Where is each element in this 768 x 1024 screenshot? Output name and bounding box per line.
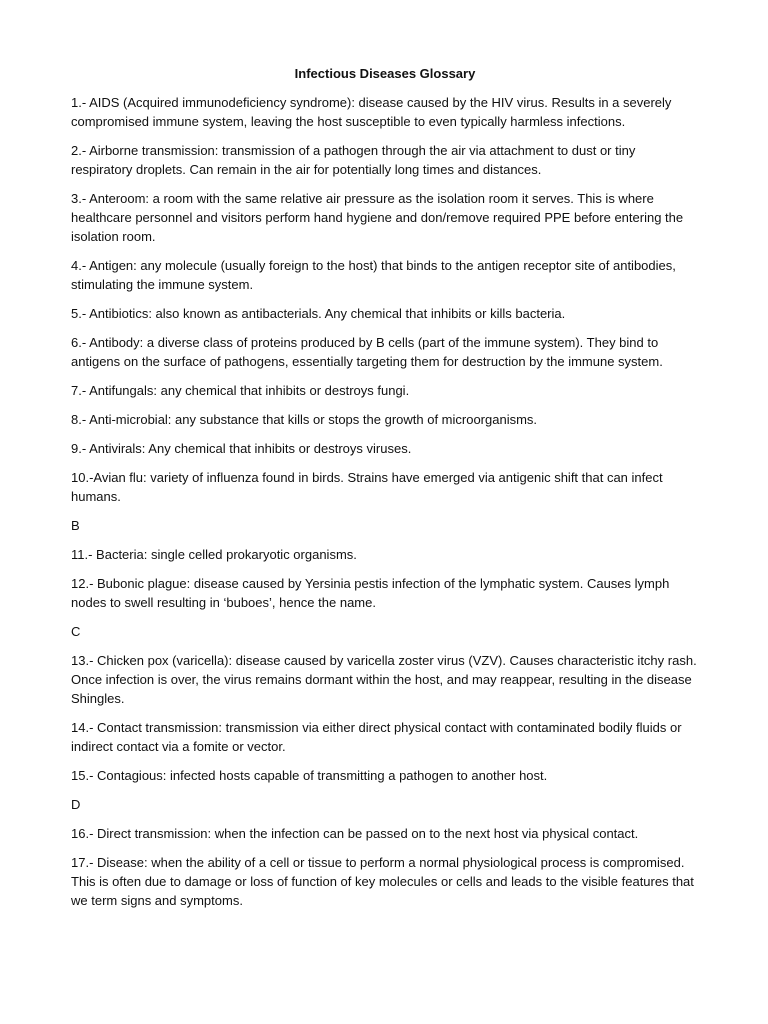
document-page	[71, 64, 699, 920]
glossary-entry: 3.- Anteroom: a room with the same relative air pressure as the isolation room it serves. This is where healthcare personnel and visitors perform hand hygiene and don/remove required PPE before entering the isolation room.	[71, 191, 684, 244]
glossary-entry: 10.-Avian flu: variety of influenza found in birds. Strains have emerged via antigenic shift that can infect humans.	[71, 470, 663, 504]
glossary-entry: 2.- Airborne transmission: transmission of a pathogen through the air via attachment to dust or tiny respiratory droplets. Can remain in the air for potentially long times and distances.	[71, 143, 636, 177]
section-letter: C	[71, 624, 81, 639]
glossary-entry: 4.- Antigen: any molecule (usually foreign to the host) that binds to the antigen receptor site of antibodies, stimulating the immune system.	[71, 258, 676, 292]
glossary-entry: 17.- Disease: when the ability of a cell or tissue to perform a normal physiological process is compromised. This is often due to damage or loss of function of key molecules or cells and leads to the visible features that we term signs and symptoms.	[71, 855, 694, 908]
document-title: Infectious Diseases Glossary	[294, 66, 476, 81]
glossary-entry: 13.- Chicken pox (varicella): disease caused by varicella zoster virus (VZV). Causes characteristic itchy rash. Once infection is over, the virus remains dormant within the host, and may reappear, resulting in the disease Shingles.	[71, 653, 697, 706]
glossary-entry: 11.- Bacteria: single celled prokaryotic organisms.	[71, 547, 357, 562]
glossary-entry: 16.- Direct transmission: when the infection can be passed on to the next host via physical contact.	[71, 826, 639, 841]
glossary-entry: 12.- Bubonic plague: disease caused by Yersinia pestis infection of the lymphatic system. Causes lymph nodes to swell resulting in ‘buboes’, hence the name.	[71, 576, 670, 610]
section-letter: D	[71, 797, 81, 812]
glossary-entry: 8.- Anti-microbial: any substance that kills or stops the growth of microorganisms.	[71, 412, 538, 427]
glossary-entry: 5.- Antibiotics: also known as antibacterials. Any chemical that inhibits or kills bacteria.	[71, 306, 566, 321]
glossary-entry: 15.- Contagious: infected hosts capable of transmitting a pathogen to another host.	[71, 768, 548, 783]
glossary-entry: 1.- AIDS (Acquired immunodeficiency syndrome): disease caused by the HIV virus. Results in a severely compromised immune system, leaving the host susceptible to even typically harmless infections.	[71, 95, 672, 129]
glossary-entry: 9.- Antivirals: Any chemical that inhibits or destroys viruses.	[71, 441, 412, 456]
glossary-entry: 7.- Antifungals: any chemical that inhibits or destroys fungi.	[71, 383, 410, 398]
glossary-entry: 6.- Antibody: a diverse class of proteins produced by B cells (part of the immune system). They bind to antigens on the surface of pathogens, essentially targeting them for destruction by the immune system.	[71, 335, 663, 369]
glossary-entry: 14.- Contact transmission: transmission via either direct physical contact with contaminated bodily fluids or indirect contact via a fomite or vector.	[71, 720, 682, 754]
section-letter: B	[71, 518, 80, 533]
